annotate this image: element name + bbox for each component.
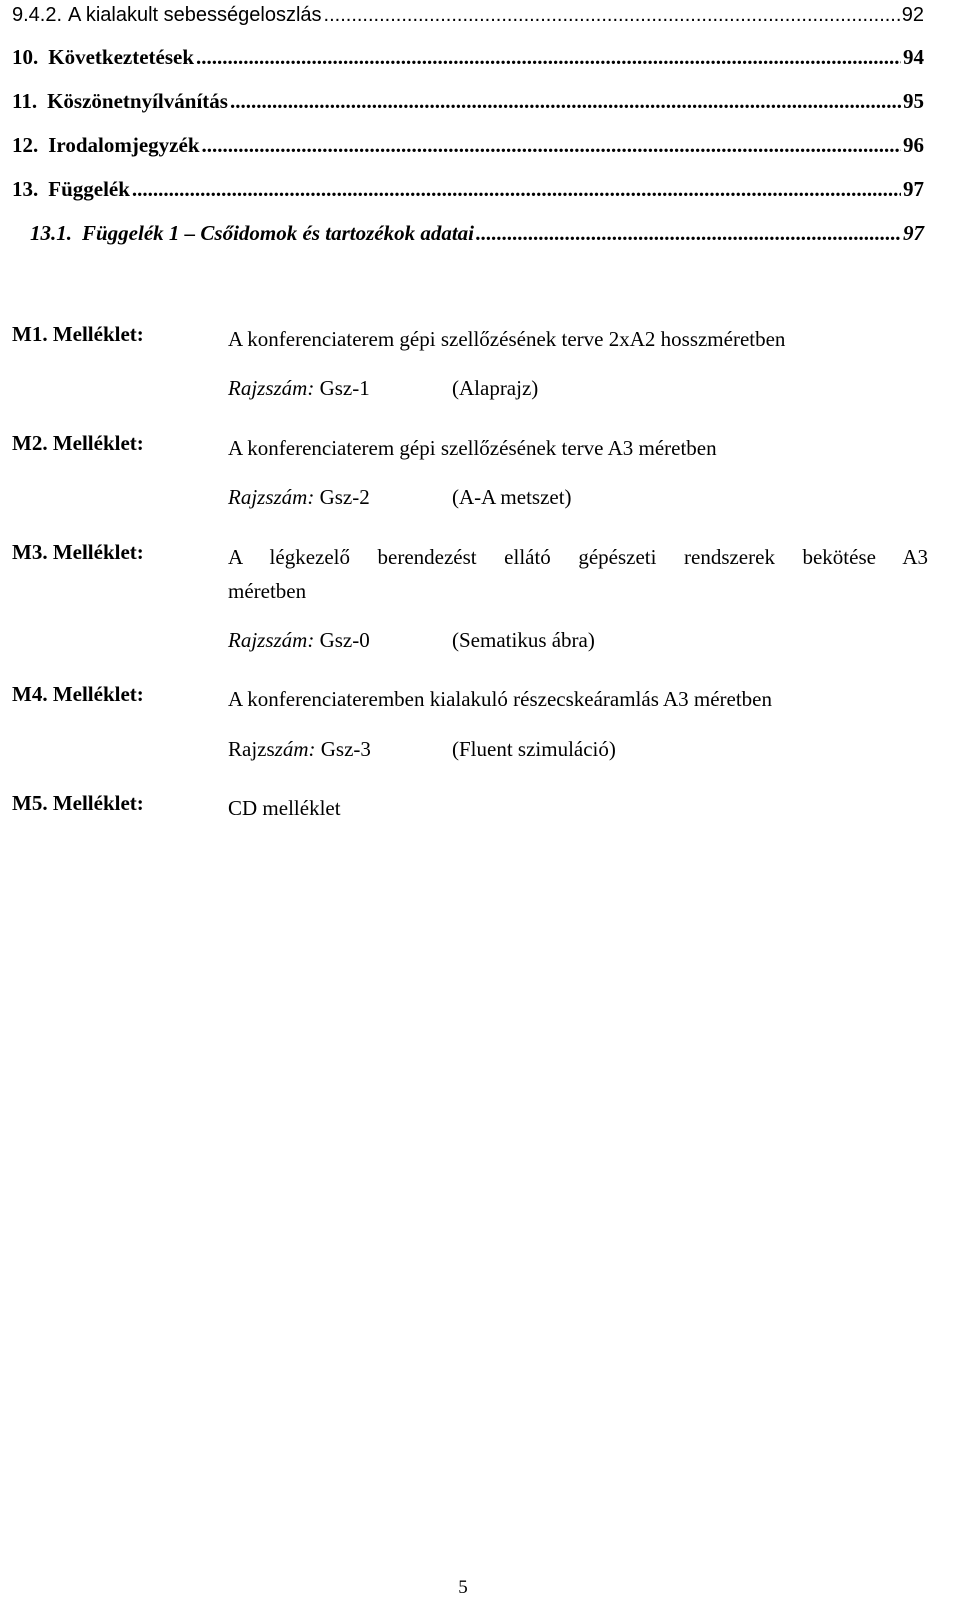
drawing-prefix: Rajzszám: — [228, 485, 315, 509]
drawing-code: Gsz-1 — [319, 376, 370, 400]
appendix-description-m3 — [228, 540, 928, 608]
drawing-code: Gsz-3 — [320, 737, 371, 761]
appendix-label-m1: M1. Melléklet: — [12, 322, 144, 346]
appendix-description-m2: A konferenciaterem gépi szellőzésének terve A3 méretben — [228, 436, 717, 460]
drawing-note-m4: (Fluent szimuláció) — [452, 737, 616, 761]
appendix-label-m3: M3. Melléklet: — [12, 540, 144, 564]
toc-page: 92 — [901, 4, 924, 26]
toc-number: 10. — [12, 45, 39, 69]
toc-entry-11[interactable] — [12, 89, 924, 114]
drawing-number-m1 — [228, 376, 370, 401]
drawing-code: Gsz-0 — [319, 628, 370, 652]
drawing-number-m2 — [228, 485, 370, 510]
drawing-code: Gsz-2 — [319, 485, 370, 509]
toc-number: 11. — [12, 89, 38, 113]
toc-leader-dots — [132, 177, 901, 202]
toc-entry-13-1[interactable] — [30, 221, 924, 246]
toc-leader-dots — [196, 45, 901, 70]
appendix-description-m4: A konferenciateremben kialakuló részecskeáramlás A3 méretben — [228, 687, 773, 711]
toc-leader-dots — [324, 4, 900, 27]
toc-page: 96 — [903, 133, 924, 157]
toc-entry-13[interactable] — [12, 177, 924, 202]
toc-entry-12[interactable] — [12, 133, 924, 158]
toc-title: Függelék — [48, 177, 130, 201]
appendix-label-m4: M4. Melléklet: — [12, 682, 144, 706]
drawing-note-m3: (Sematikus ábra) — [452, 628, 595, 652]
toc-page: 97 — [903, 221, 924, 245]
drawing-note-m1: (Alaprajz) — [452, 376, 539, 400]
page-number: 5 — [458, 1577, 468, 1598]
toc-number: 13. — [12, 177, 39, 201]
toc-number: 13.1. — [30, 221, 72, 245]
toc-page: 97 — [903, 177, 924, 201]
toc-entry-10[interactable] — [12, 45, 924, 70]
drawing-prefix-roman: Rajzs — [228, 737, 275, 761]
drawing-prefix-italic: zám: — [274, 737, 316, 761]
toc-title: Következtetések — [48, 45, 195, 69]
appendix-description-m5: CD melléklet — [228, 796, 341, 820]
drawing-prefix: Rajzszám: — [228, 628, 315, 652]
toc-title: Függelék 1 – Csőidomok és tartozékok adatai — [82, 221, 475, 245]
appendix-label-m2: M2. Melléklet: — [12, 431, 144, 455]
toc-title: Irodalomjegyzék — [48, 133, 200, 157]
description-line-2: méretben — [228, 579, 307, 603]
drawing-number-m3 — [228, 628, 370, 653]
toc-number: 12. — [12, 133, 39, 157]
toc-entry-9-4-2[interactable] — [12, 4, 924, 27]
toc-leader-dots — [202, 133, 901, 158]
drawing-number-m4 — [228, 737, 371, 762]
toc-leader-dots — [476, 221, 901, 246]
drawing-prefix: Rajzszám: — [228, 376, 315, 400]
toc-page: 95 — [903, 89, 924, 113]
toc-page: 94 — [903, 45, 924, 69]
appendix-label-m5: M5. Melléklet: — [12, 791, 144, 815]
appendix-description-m1: A konferenciaterem gépi szellőzésének terve 2xA2 hosszméretben — [228, 327, 786, 351]
toc-title: A kialakult sebességeloszlás — [68, 4, 322, 26]
drawing-note-m2: (A-A metszet) — [452, 485, 572, 509]
description-line-1: A légkezelő berendezést ellátó gépészeti rendszerek bekötése A3 — [228, 545, 928, 569]
toc-number: 9.4.2. — [12, 4, 63, 26]
toc-leader-dots — [230, 89, 901, 114]
toc-title: Köszönetnyílvánítás — [47, 89, 228, 113]
